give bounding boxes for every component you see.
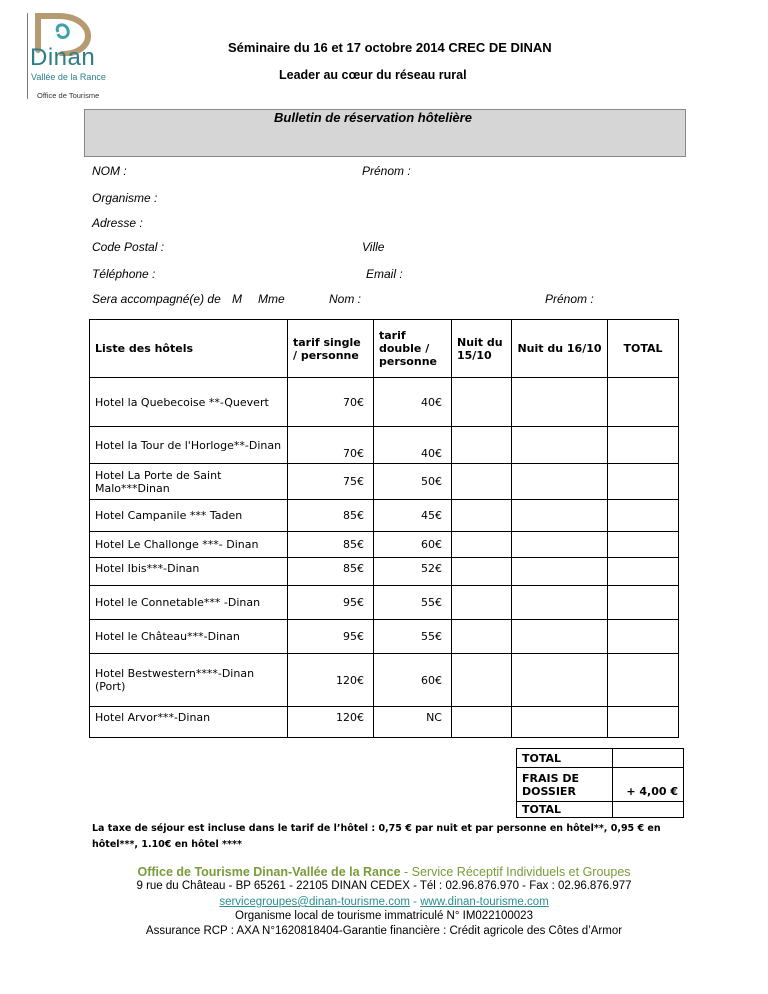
tax-note: La taxe de séjour est incluse dans le tarif de l’hôtel : 0,75 € par nuit et par personne en hôtel**, 0,95 € en hôtel***, 1.10€ en hôtel ****: [92, 823, 661, 850]
header-double: tarif double / personne: [374, 320, 452, 378]
footer-website-link[interactable]: www.dinan-tourisme.com: [420, 896, 549, 908]
double-rate: 55€: [374, 620, 452, 654]
nuit-16-input[interactable]: [512, 654, 608, 707]
nuit-15-input[interactable]: [452, 707, 512, 738]
hotels-table: [89, 319, 679, 738]
footer-insurance: Assurance RCP : AXA N°1620818404-Garantie financière : Crédit agricole des Côtes d’Armor: [145, 925, 623, 937]
single-rate: 120€: [288, 707, 374, 738]
email-label: Email :: [366, 267, 403, 281]
seminar-title: Séminaire du 16 et 17 octobre 2014 CREC DE DINAN: [228, 40, 552, 55]
grand-total-input[interactable]: [613, 802, 684, 818]
total-input[interactable]: [608, 532, 679, 558]
logo-office: Office de Tourisme: [37, 91, 100, 100]
footer-service: - Service Réceptif Individuels et Groupes: [400, 865, 631, 879]
hotel-name: Hotel le Château***-Dinan: [90, 620, 288, 654]
single-rate: 120€: [288, 654, 374, 707]
nuit-16-input[interactable]: [512, 620, 608, 654]
total-input[interactable]: [608, 427, 679, 464]
total-input[interactable]: [608, 558, 679, 586]
nuit-15-input[interactable]: [452, 500, 512, 532]
grand-total-row: [517, 802, 684, 818]
double-rate: 40€: [374, 378, 452, 427]
accompagne-label: Sera accompagné(e) de: [92, 292, 221, 306]
total-value-input[interactable]: [613, 749, 684, 768]
nuit-15-input[interactable]: [452, 586, 512, 620]
nuit-16-input[interactable]: [512, 500, 608, 532]
frais-row: [517, 768, 684, 802]
nuit-16-input[interactable]: [512, 427, 608, 464]
nuit-15-input[interactable]: [452, 654, 512, 707]
nuit-16-input[interactable]: [512, 378, 608, 427]
ville-label: Ville: [362, 240, 385, 254]
nuit-16-input[interactable]: [512, 464, 608, 500]
hotel-name: Hotel Ibis***-Dinan: [90, 558, 288, 586]
nom-label: NOM :: [92, 164, 127, 178]
seminar-subtitle: Leader au cœur du réseau rural: [279, 68, 467, 82]
table-row: [90, 378, 679, 427]
nuit-15-input[interactable]: [452, 427, 512, 464]
single-rate: 95€: [288, 620, 374, 654]
footer-email-link[interactable]: servicegroupes@dinan-tourisme.com: [219, 896, 410, 908]
total-input[interactable]: [608, 707, 679, 738]
total-input[interactable]: [608, 464, 679, 500]
nuit-15-input[interactable]: [452, 620, 512, 654]
header-single: tarif single / personne: [288, 320, 374, 378]
table-row: [90, 500, 679, 532]
hotel-name: Hotel Campanile *** Taden: [90, 500, 288, 532]
footer-separator: -: [409, 896, 421, 908]
double-rate: 60€: [374, 654, 452, 707]
footer-contacts: [0, 896, 768, 908]
double-rate: 52€: [374, 558, 452, 586]
total-input[interactable]: [608, 500, 679, 532]
total-row: [517, 749, 684, 768]
logo-name: Dinan: [30, 44, 96, 71]
nuit-15-input[interactable]: [452, 532, 512, 558]
footer-address: 9 rue du Château - BP 65261 - 22105 DINAN CEDEX - Tél : 02.96.876.970 - Fax : 02.96.876.977: [136, 880, 632, 892]
table-row: [90, 558, 679, 586]
nuit-16-input[interactable]: [512, 558, 608, 586]
hotel-name: Hotel Le Challonge ***- Dinan: [90, 532, 288, 558]
hotel-name: Hotel Arvor***-Dinan: [90, 707, 288, 738]
header-nuit-15: Nuit du 15/10: [452, 320, 512, 378]
nuit-16-input[interactable]: [512, 532, 608, 558]
hotel-name: Hotel le Connetable*** -Dinan: [90, 586, 288, 620]
total-input[interactable]: [608, 654, 679, 707]
hotel-name: Hotel la Quebecoise **-Quevert: [90, 378, 288, 427]
nuit-15-input[interactable]: [452, 558, 512, 586]
footer-organisation: [0, 865, 768, 879]
organisme-label: Organisme :: [92, 191, 158, 205]
adresse-label: Adresse :: [92, 216, 143, 230]
prenom-label: Prénom :: [362, 164, 411, 178]
double-rate: 55€: [374, 586, 452, 620]
hotel-name: Hotel Bestwestern****-Dinan (Port): [90, 654, 288, 707]
table-header-row: [90, 320, 679, 378]
nuit-16-input[interactable]: [512, 586, 608, 620]
table-row: [90, 707, 679, 738]
form-title: Bulletin de réservation hôtelière: [274, 110, 472, 125]
logo-subtitle: Vallée de la Rance: [31, 72, 106, 82]
frais-value: + 4,00 €: [613, 768, 684, 802]
total-input[interactable]: [608, 586, 679, 620]
single-rate: 70€: [288, 378, 374, 427]
table-row: [90, 427, 679, 464]
mme-option: Mme: [258, 292, 285, 306]
header-total: TOTAL: [608, 320, 679, 378]
double-rate: 60€: [374, 532, 452, 558]
table-row: [90, 586, 679, 620]
total-input[interactable]: [608, 620, 679, 654]
table-row: [90, 532, 679, 558]
single-rate: 85€: [288, 500, 374, 532]
single-rate: 85€: [288, 558, 374, 586]
double-rate: NC: [374, 707, 452, 738]
companion-nom-label: Nom :: [329, 292, 362, 306]
table-row: [90, 620, 679, 654]
table-row: [90, 464, 679, 500]
double-rate: 45€: [374, 500, 452, 532]
footer-registration: Organisme local de tourisme immatriculé N° IM022100023: [235, 910, 533, 922]
single-rate: 70€: [288, 427, 374, 464]
total-input[interactable]: [608, 378, 679, 427]
double-rate: 40€: [374, 427, 452, 464]
grand-total-label: TOTAL: [517, 802, 613, 818]
hotel-name: Hotel La Porte de Saint Malo***Dinan: [90, 464, 288, 500]
companion-prenom-label: Prénom :: [545, 292, 594, 306]
single-rate: 85€: [288, 532, 374, 558]
header-nuit-16: Nuit du 16/10: [512, 320, 608, 378]
double-rate: 50€: [374, 464, 452, 500]
nuit-15-input[interactable]: [452, 464, 512, 500]
single-rate: 75€: [288, 464, 374, 500]
totals-table: [516, 748, 684, 818]
nuit-15-input[interactable]: [452, 378, 512, 427]
nuit-16-input[interactable]: [512, 707, 608, 738]
telephone-label: Téléphone :: [92, 267, 156, 281]
code-postal-label: Code Postal :: [92, 240, 165, 254]
m-option: M: [232, 292, 242, 306]
header-hotels: Liste des hôtels: [90, 320, 288, 378]
total-label: TOTAL: [517, 749, 613, 768]
footer-org-name: Office de Tourisme Dinan-Vallée de la Rance: [137, 865, 401, 879]
frais-label: FRAIS DE DOSSIER: [517, 768, 613, 802]
hotel-name: Hotel la Tour de l'Horloge**-Dinan: [90, 427, 288, 464]
table-row: [90, 654, 679, 707]
single-rate: 95€: [288, 586, 374, 620]
